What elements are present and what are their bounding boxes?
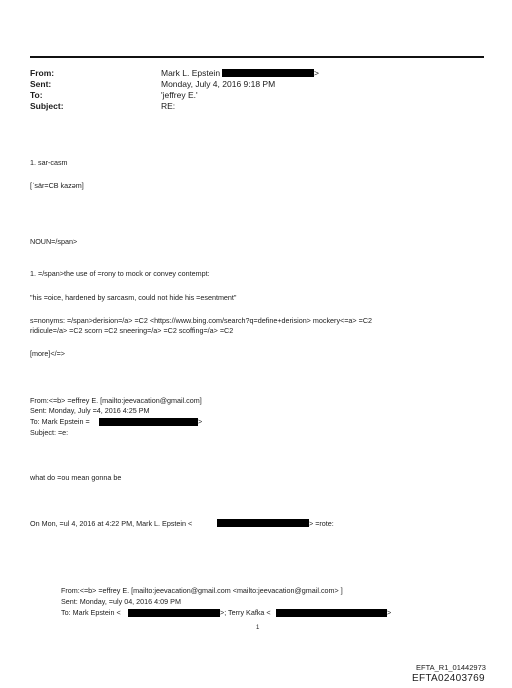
from-value: Mark L. Epstein [161,68,221,78]
quoted-sent: Sent: Monday, July =4, 2016 4:25 PM [30,406,150,415]
quoted-subject: Subject: =e: [30,428,69,437]
body-line: NOUN=/span> [30,237,78,246]
nested-from: From:<=b> =effrey E. [mailto:jeevacation@gmail.com <mailto:jeevacation@gmail.com> ] [61,586,343,595]
nested-sent: Sent: Monday, =uly 04, 2016 4:09 PM [61,597,181,606]
body-line: [ˈsär=CB kazəm] [30,181,84,190]
body-line: [more]</=> [30,349,65,358]
subject-label: Subject: [30,101,64,111]
from-suffix: > [314,68,319,78]
nested-to-middle: >; Terry Kafka < [220,608,271,617]
redaction-block [217,519,309,527]
on-line-suffix: > =rote: [309,519,334,528]
header-rule [30,56,484,58]
body-line: "his =oice, hardened by sarcasm, could not hide his =esentment" [30,293,237,302]
body-line: 1. sar-casm [30,158,68,167]
nested-to-prefix: To: Mark Epstein < [61,608,121,617]
sent-label: Sent: [30,79,52,89]
on-line-prefix: On Mon, =ul 4, 2016 at 4:22 PM, Mark L. Epstein < [30,519,193,528]
to-value: 'jeffrey E.' [161,90,198,100]
footer-id-primary: EFTA_R1_01442973 [416,663,486,672]
from-label: From: [30,68,55,78]
quoted-message: what do =ou mean gonna be [30,473,122,482]
body-line: s=nonyms: =/span>derision=/a> =C2 <https://www.bing.com/search?q=define+derision> mockery<=a> =C2 [30,316,373,325]
body-line: 1. =/span>the use of =rony to mock or convey contempt: [30,269,210,278]
sent-value: Monday, July 4, 2016 9:18 PM [161,79,276,89]
nested-to-suffix: > [387,608,392,617]
quoted-from: From:<=b> =effrey E. [mailto:jeevacation@gmail.com] [30,396,202,405]
redaction-block [128,609,220,617]
redaction-block [99,418,198,426]
quoted-to-suffix: > [198,417,203,426]
subject-value: RE: [161,101,176,111]
footer-id-secondary: EFTA02403769 [412,673,485,684]
redaction-block [222,69,314,77]
quoted-to: To: Mark Epstein = [30,417,90,426]
to-label: To: [30,90,43,100]
redaction-block [276,609,387,617]
page-number: 1 [256,625,260,631]
body-line: ridicule=/a> =C2 scorn =C2 sneering=/a> =C2 scoffing=/a> =C2 [30,326,234,335]
